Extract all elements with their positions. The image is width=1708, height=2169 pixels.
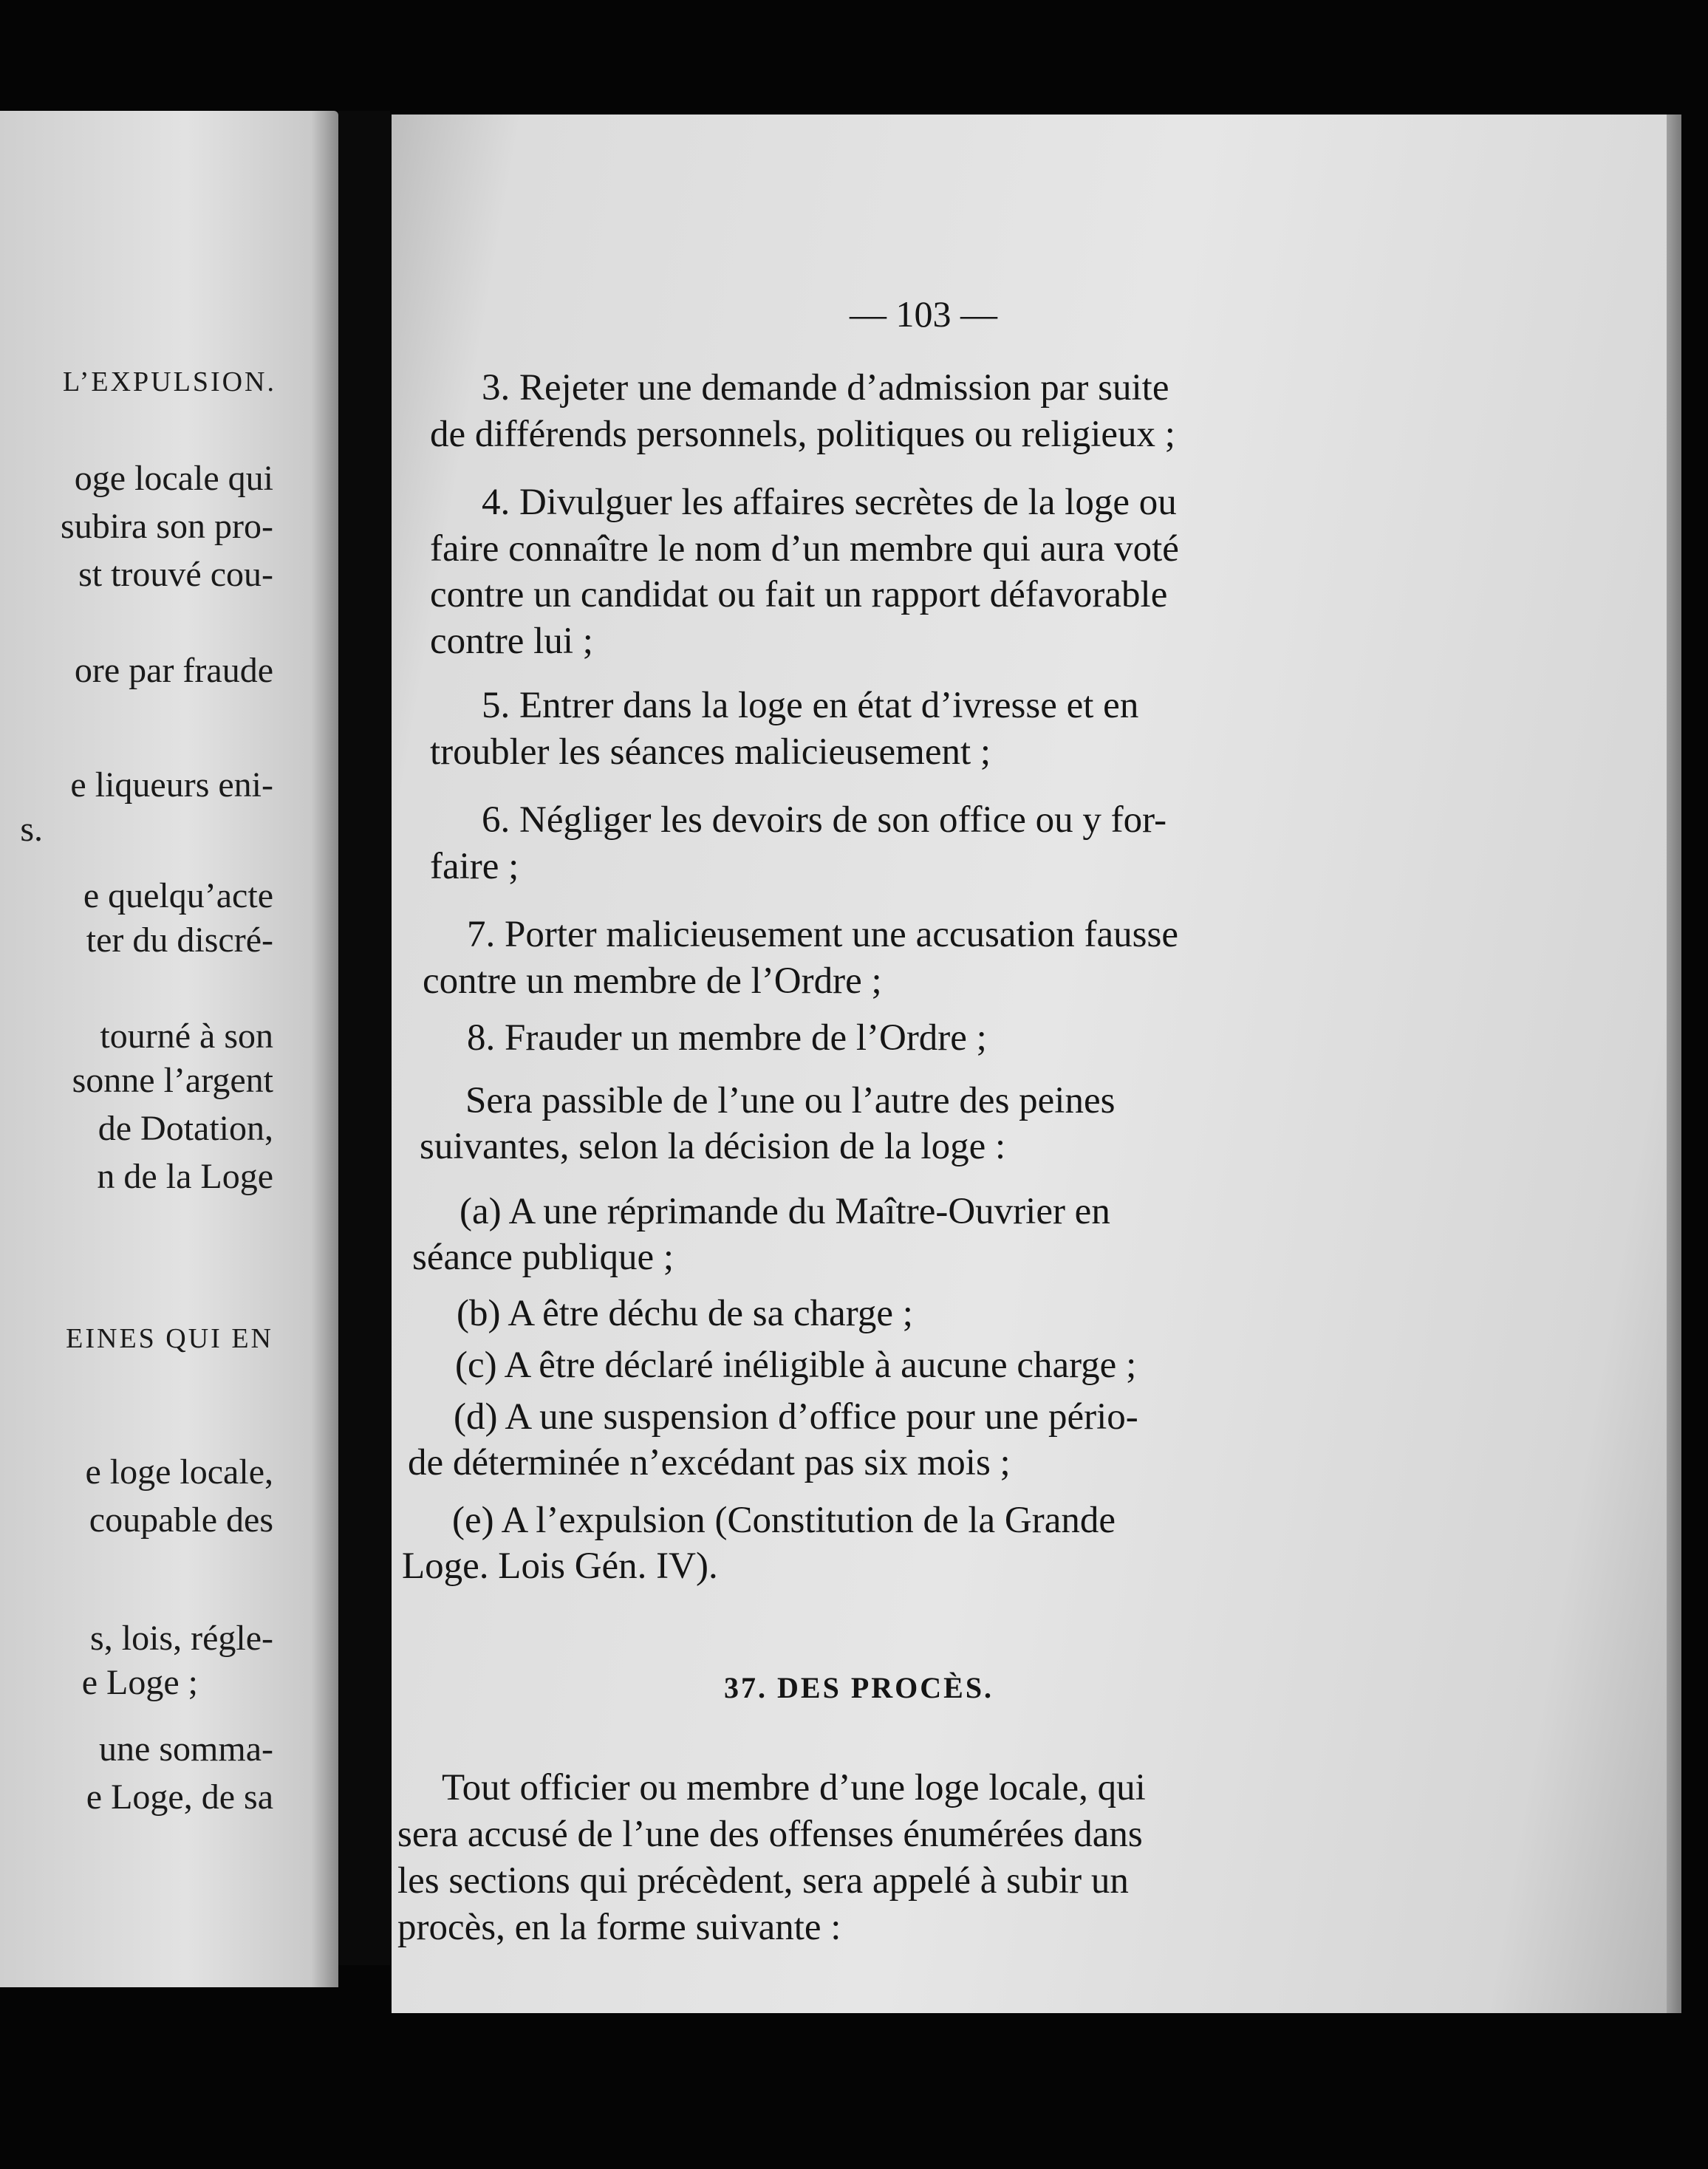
body-line: sera accusé de l’une des offenses énumérées dans: [397, 1814, 1143, 1855]
left-page-line: de Dotation,: [98, 1109, 273, 1148]
section-heading: 37. DES PROCÈS.: [724, 1671, 994, 1704]
body-line: Tout officier ou membre d’une loge locale, qui: [442, 1767, 1146, 1808]
left-page-line: coupable des: [89, 1500, 273, 1540]
body-line: procès, en la forme suivante :: [397, 1907, 841, 1948]
left-page-line: s.: [20, 810, 43, 849]
body-line: 5. Entrer dans la loge en état d’ivresse et en: [482, 685, 1139, 726]
body-line: séance publique ;: [412, 1237, 674, 1278]
body-line: 6. Négliger les devoirs de son office ou y for-: [482, 799, 1167, 841]
left-page-line: une somma-: [99, 1729, 273, 1769]
left-page-line: e Loge ;: [81, 1663, 198, 1702]
body-line: 4. Divulguer les affaires secrètes de la loge ou: [482, 482, 1177, 523]
left-page-line: s, lois, régle-: [90, 1619, 273, 1658]
left-page-line: e liqueurs eni-: [70, 765, 273, 805]
left-page-line: e loge locale,: [85, 1452, 273, 1492]
left-page-line: st trouvé cou-: [78, 555, 273, 594]
body-line: troubler les séances malicieusement ;: [430, 731, 991, 773]
page-edge: [1667, 115, 1681, 2013]
body-line: suivantes, selon la décision de la loge :: [420, 1126, 1006, 1167]
left-page-line: subira son pro-: [61, 507, 273, 546]
body-line: les sections qui précèdent, sera appelé à subir un: [397, 1860, 1129, 1902]
body-line: de déterminée n’excédant pas six mois ;: [408, 1442, 1011, 1483]
body-line: 8. Frauder un membre de l’Ordre ;: [467, 1017, 987, 1059]
left-page-line: sonne l’argent: [72, 1061, 273, 1100]
body-line: (c) A être déclaré inéligible à aucune charge ;: [455, 1345, 1137, 1386]
body-line: Sera passible de l’une ou l’autre des peines: [465, 1080, 1116, 1121]
page-number: — 103 —: [850, 293, 997, 335]
body-line: contre un membre de l’Ordre ;: [423, 960, 882, 1002]
left-page-line: oge locale qui: [74, 459, 273, 498]
left-page-line: tourné à son: [100, 1017, 273, 1056]
book-gutter: [338, 111, 390, 1965]
left-page-line: L’EXPULSION.: [63, 366, 276, 397]
body-line: 7. Porter malicieusement une accusation fausse: [467, 914, 1178, 955]
body-line: Loge. Lois Gén. IV).: [402, 1545, 718, 1587]
left-page-line: ore par fraude: [74, 651, 273, 690]
left-page-line: ter du discré-: [86, 920, 273, 960]
body-line: faire ;: [430, 846, 519, 887]
body-line: contre un candidat ou fait un rapport défavorable: [430, 574, 1168, 615]
body-line: (b) A être déchu de sa charge ;: [457, 1293, 913, 1334]
body-line: contre lui ;: [430, 621, 593, 662]
body-line: 3. Rejeter une demande d’admission par suite: [482, 367, 1169, 409]
left-page-line: n de la Loge: [97, 1157, 273, 1196]
body-line: de différends personnels, politiques ou religieux ;: [430, 414, 1175, 455]
body-line: (d) A une suspension d’office pour une pério-: [454, 1396, 1138, 1438]
left-page-line: EINES QUI EN: [66, 1323, 273, 1354]
left-page: [0, 111, 338, 1987]
body-line: faire connaître le nom d’un membre qui aura voté: [430, 528, 1179, 570]
body-line: (a) A une réprimande du Maître-Ouvrier en: [460, 1191, 1110, 1232]
right-page: [392, 115, 1681, 2013]
body-line: (e) A l’expulsion (Constitution de la Grande: [452, 1500, 1116, 1541]
left-page-line: e quelqu’acte: [83, 876, 273, 915]
left-page-line: e Loge, de sa: [86, 1777, 273, 1817]
